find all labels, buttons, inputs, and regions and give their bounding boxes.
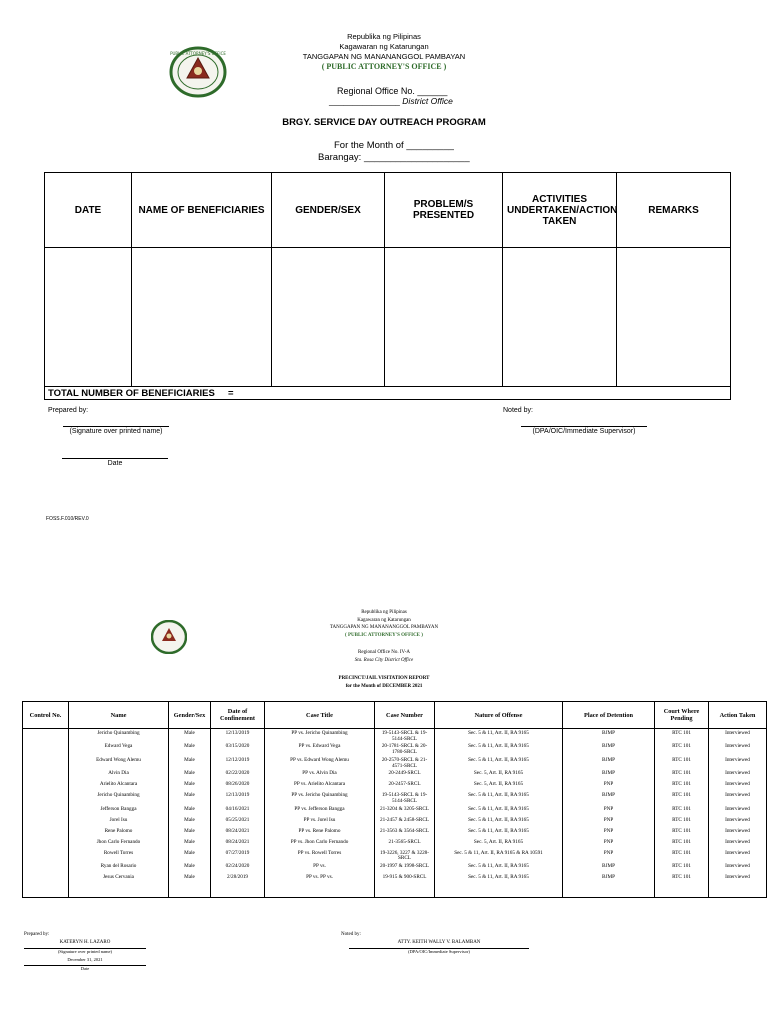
cell-court: RTC 101 xyxy=(655,873,709,898)
cell-offense: Sec. 5, Art. II, RA 9165 xyxy=(435,769,563,780)
cell-offense: Sec. 5 & 11, Art. II, RA 9165 xyxy=(435,827,563,838)
cell-control-no xyxy=(23,849,69,862)
cell-control-no xyxy=(23,873,69,898)
cell-detention: PNP xyxy=(563,849,655,862)
noted-by-label: Noted by: xyxy=(503,407,533,414)
cell-case-number: 19-5143-SRCL & 19-5144-SRCL xyxy=(375,729,435,743)
col-gender: GENDER/SEX xyxy=(272,173,385,248)
cell-court: RTC 101 xyxy=(655,780,709,791)
cell-date: 08/24/2021 xyxy=(211,838,265,849)
cell-offense: Sec. 5, Art. II, RA 9165 xyxy=(435,838,563,849)
cell-control-no xyxy=(23,827,69,838)
cell-detention: BJMP xyxy=(563,729,655,743)
cell-gender: Male xyxy=(169,862,211,873)
cell-offense: Sec. 5 & 11, Art. II, RA 9165 xyxy=(435,805,563,816)
col-offense: Nature of Offense xyxy=(435,702,563,729)
cell-case-title: PP vs. Edward Wong Alemu xyxy=(265,756,375,769)
table-row xyxy=(23,827,767,838)
cell-empty[interactable] xyxy=(132,248,272,387)
cell-name: Jefferson Bangga xyxy=(69,805,169,816)
cell-detention: PNP xyxy=(563,838,655,849)
cell-detention: BJMP xyxy=(563,756,655,769)
cell-detention: BJMP xyxy=(563,873,655,898)
cell-court: RTC 101 xyxy=(655,791,709,804)
cell-action: Interviewed xyxy=(709,838,767,849)
cell-case-title: PP vs. Arielito Alcantara xyxy=(265,780,375,791)
cell-court: RTC 101 xyxy=(655,862,709,873)
cell-action: Interviewed xyxy=(709,780,767,791)
cell-detention: BJMP xyxy=(563,769,655,780)
table-row xyxy=(23,780,767,791)
cell-action: Interviewed xyxy=(709,873,767,898)
cell-name: Jhon Carlo Fernando xyxy=(69,838,169,849)
header-republic: Republika ng Pilipinas xyxy=(361,610,407,615)
cell-court: RTC 101 xyxy=(655,729,709,743)
cell-court: RTC 101 xyxy=(655,769,709,780)
cell-detention: PNP xyxy=(563,780,655,791)
cell-action: Interviewed xyxy=(709,791,767,804)
date-caption: Date xyxy=(107,460,123,467)
cell-gender: Male xyxy=(169,838,211,849)
cell-case-title: PP vs. Jericho Quinambing xyxy=(265,729,375,743)
beneficiaries-table xyxy=(44,172,731,400)
cell-case-number: 21-3565-SRCL xyxy=(375,838,435,849)
col-date: DATE xyxy=(45,173,132,248)
col-gender: Gender/Sex xyxy=(169,702,211,729)
table-row xyxy=(23,791,767,804)
prepared-by-label: Prepared by: xyxy=(48,407,89,414)
cell-control-no xyxy=(23,769,69,780)
cell-name: Jericho Quinambing xyxy=(69,729,169,743)
cell-offense: Sec. 5 & 11, Art. II, RA 9165 xyxy=(435,862,563,873)
cell-name: Edward Wong Alemu xyxy=(69,756,169,769)
cell-name: Ryan del Rosario xyxy=(69,862,169,873)
district-office: District Office xyxy=(402,96,453,106)
cell-date: 03/15/2020 xyxy=(211,742,265,755)
noted-caption: (DPA/OIC/Immediate Supervisor) xyxy=(408,949,470,954)
cell-offense: Sec. 5 & 11, Art. II, RA 9165 xyxy=(435,873,563,898)
cell-action: Interviewed xyxy=(709,742,767,755)
cell-control-no xyxy=(23,729,69,743)
cell-offense: Sec. 5 & 11, Art. II, RA 9165 xyxy=(435,742,563,755)
table-row xyxy=(23,756,767,769)
noted-signature-line xyxy=(521,426,647,427)
col-control-no: Control No. xyxy=(23,702,69,729)
svg-text:PUBLIC ATTORNEY'S OFFICE: PUBLIC ATTORNEY'S OFFICE xyxy=(170,51,226,56)
cell-date: 12/12/2019 xyxy=(211,756,265,769)
cell-court: RTC 101 xyxy=(655,838,709,849)
cell-name: Jericho Quinambing xyxy=(69,791,169,804)
cell-action: Interviewed xyxy=(709,862,767,873)
cell-empty[interactable] xyxy=(385,248,503,387)
cell-case-number: 20-2449-SRCL xyxy=(375,769,435,780)
noter-name: ATTY. KEITH WALLY V. BALAMBAN xyxy=(397,940,481,945)
cell-gender: Male xyxy=(169,769,211,780)
cell-case-title: PP vs. PP vs. xyxy=(265,873,375,898)
cell-case-number: 19-915 & 900-SRCL xyxy=(375,873,435,898)
cell-action: Interviewed xyxy=(709,805,767,816)
table-row xyxy=(23,862,767,873)
cell-date: 08/24/2021 xyxy=(211,827,265,838)
prepared-signature-line xyxy=(63,426,169,427)
cell-empty[interactable] xyxy=(45,248,132,387)
header-office-tagalog: TANGGAPAN NG MANANANGGOL PAMBAYAN xyxy=(302,52,466,61)
header-office-english: ( PUBLIC ATTORNEY'S OFFICE ) xyxy=(345,632,423,638)
cell-control-no xyxy=(23,805,69,816)
cell-gender: Male xyxy=(169,805,211,816)
cell-case-number: 19-5143-SRCL & 19-5144-SRCL xyxy=(375,791,435,804)
cell-gender: Male xyxy=(169,816,211,827)
cell-date: 2/28/2019 xyxy=(211,873,265,898)
cell-detention: BJMP xyxy=(563,791,655,804)
cell-case-title: PP vs. xyxy=(265,862,375,873)
cell-case-number: 20-1997 & 1998-SRCL xyxy=(375,862,435,873)
cell-case-number: 21-3204 & 3205-SRCL xyxy=(375,805,435,816)
cell-control-no xyxy=(23,816,69,827)
noted-caption: (DPA/OIC/Immediate Supervisor) xyxy=(532,428,636,435)
table-row xyxy=(23,838,767,849)
cell-date: 02/24/2020 xyxy=(211,862,265,873)
cell-case-title: PP vs. Edward Vega xyxy=(265,742,375,755)
cell-court: RTC 101 xyxy=(655,816,709,827)
table-row xyxy=(23,742,767,755)
header-republic: Republika ng Pilipinas xyxy=(347,32,421,41)
cell-case-number: 19-3226, 3227 & 3228-SRCL xyxy=(375,849,435,862)
preparer-name: KATERYN H. LAZARO xyxy=(59,940,111,945)
col-action: Action Taken xyxy=(709,702,767,729)
cell-name: Arielito Alcantara xyxy=(69,780,169,791)
form-title: BRGY. SERVICE DAY OUTREACH PROGRAM xyxy=(282,117,486,128)
cell-name: Jesus Cervania xyxy=(69,873,169,898)
cell-name: Rowell Torres xyxy=(69,849,169,862)
visitation-table xyxy=(22,701,767,898)
col-remarks: REMARKS xyxy=(617,173,731,248)
cell-gender: Male xyxy=(169,742,211,755)
noted-by-label: Noted by: xyxy=(341,932,361,937)
cell-date: 07/27/2019 xyxy=(211,849,265,862)
header-office-tagalog: TANGGAPAN NG MANANANGGOL PAMBAYAN xyxy=(329,625,439,630)
cell-control-no xyxy=(23,862,69,873)
district-blank: _______________ xyxy=(329,96,400,106)
cell-offense: Sec. 5, Art. II, RA 9165 xyxy=(435,780,563,791)
col-case-number: Case Number xyxy=(375,702,435,729)
cell-offense: Sec. 5 & 11, Art. II, RA 9165 & RA 10591 xyxy=(435,849,563,862)
cell-name: Jorel Isu xyxy=(69,816,169,827)
cell-detention: BJMP xyxy=(563,742,655,755)
cell-case-title: PP vs. Rene Palomo xyxy=(265,827,375,838)
col-date-confinement: Date of Confinement xyxy=(211,702,265,729)
cell-gender: Male xyxy=(169,873,211,898)
cell-gender: Male xyxy=(169,729,211,743)
cell-case-number: 20-1781-SRCL & 20-1780-SRCL xyxy=(375,742,435,755)
cell-name: Alvin Dia xyxy=(69,769,169,780)
for-the-month: For the Month of _________ xyxy=(334,140,454,151)
cell-case-title: PP vs. Alvin Dia xyxy=(265,769,375,780)
cell-offense: Sec. 5 & 11, Art. II, RA 9165 xyxy=(435,756,563,769)
cell-detention: PNP xyxy=(563,816,655,827)
cell-court: RTC 101 xyxy=(655,827,709,838)
total-beneficiaries: TOTAL NUMBER OF BENEFICIARIES = xyxy=(45,387,731,400)
cell-offense: Sec. 5 & 11, Art. II, RA 9165 xyxy=(435,816,563,827)
cell-empty[interactable] xyxy=(617,248,731,387)
table-row xyxy=(23,873,767,898)
cell-gender: Male xyxy=(169,780,211,791)
cell-action: Interviewed xyxy=(709,827,767,838)
cell-case-number: 21-3563 & 3564-SRCL xyxy=(375,827,435,838)
cell-date: 12/13/2019 xyxy=(211,729,265,743)
cell-action: Interviewed xyxy=(709,769,767,780)
cell-detention: BJMP xyxy=(563,862,655,873)
cell-case-number: 21-2457 & 2458-SRCL xyxy=(375,816,435,827)
cell-name: Rene Palomo xyxy=(69,827,169,838)
cell-control-no xyxy=(23,756,69,769)
cell-date: 02/22/2020 xyxy=(211,769,265,780)
col-name: Name xyxy=(69,702,169,729)
cell-empty[interactable] xyxy=(272,248,385,387)
cell-detention: PNP xyxy=(563,805,655,816)
cell-action: Interviewed xyxy=(709,849,767,862)
cell-empty[interactable] xyxy=(503,248,617,387)
cell-name: Edward Vega xyxy=(69,742,169,755)
header-office-english: ( PUBLIC ATTORNEY'S OFFICE ) xyxy=(321,62,447,71)
pao-seal-logo xyxy=(151,620,187,654)
regional-office: Regional Office No. IV-A xyxy=(358,650,410,655)
cell-court: RTC 101 xyxy=(655,849,709,862)
cell-date: 05/25/2021 xyxy=(211,816,265,827)
regional-office: Regional Office No. ______ xyxy=(337,86,448,96)
cell-action: Interviewed xyxy=(709,756,767,769)
cell-detention: PNP xyxy=(563,827,655,838)
cell-court: RTC 101 xyxy=(655,756,709,769)
district-office: Sta. Rosa City District Office xyxy=(354,657,414,663)
cell-control-no xyxy=(23,791,69,804)
cell-court: RTC 101 xyxy=(655,742,709,755)
col-court: Court Where Pending xyxy=(655,702,709,729)
cell-court: RTC 101 xyxy=(655,805,709,816)
prepared-date: December 31, 2021 xyxy=(67,957,103,962)
cell-case-number: 20-2457-SRCL xyxy=(375,780,435,791)
cell-action: Interviewed xyxy=(709,729,767,743)
cell-case-title: PP vs. Rowell Torres xyxy=(265,849,375,862)
col-activities: ACTIVITIES UNDERTAKEN/ACTION TAKEN xyxy=(503,173,617,248)
table-row xyxy=(23,729,767,743)
date-line xyxy=(62,458,168,459)
cell-offense: Sec. 5 & 11, Art. II, RA 9165 xyxy=(435,729,563,743)
col-problem: PROBLEM/S PRESENTED xyxy=(385,173,503,248)
cell-gender: Male xyxy=(169,827,211,838)
cell-date: 08/26/2020 xyxy=(211,780,265,791)
col-case-title: Case Title xyxy=(265,702,375,729)
cell-gender: Male xyxy=(169,791,211,804)
table-row xyxy=(23,769,767,780)
cell-control-no xyxy=(23,780,69,791)
cell-control-no xyxy=(23,838,69,849)
col-name: NAME OF BENEFICIARIES xyxy=(132,173,272,248)
cell-gender: Male xyxy=(169,849,211,862)
header-department: Kagawaran ng Katarungan xyxy=(357,617,411,623)
col-detention: Place of Detention xyxy=(563,702,655,729)
pao-seal-logo xyxy=(169,46,227,98)
date-caption: Date xyxy=(80,966,90,971)
report-month: for the Month of DECEMBER 2021 xyxy=(345,683,423,689)
form-code: FOSS.F.010/REV.0 xyxy=(46,516,89,522)
report-title: PRECINCT/JAIL VISITATION REPORT xyxy=(338,676,430,681)
prepared-signature-caption: (Signature over printed name) xyxy=(69,428,163,435)
cell-case-number: 20-2570-SRCL & 21-4571-SRCL xyxy=(375,756,435,769)
table-row xyxy=(23,816,767,827)
cell-case-title: PP vs. Jhon Carlo Fernando xyxy=(265,838,375,849)
table-row xyxy=(23,849,767,862)
cell-case-title: PP vs. Jefferson Bangga xyxy=(265,805,375,816)
table-row xyxy=(23,805,767,816)
cell-case-title: PP vs. Jorel Isu xyxy=(265,816,375,827)
cell-gender: Male xyxy=(169,756,211,769)
prepared-by-label: Prepared by: xyxy=(24,932,50,937)
cell-date: 04/16/2021 xyxy=(211,805,265,816)
prepared-signature-caption: (Signature over printed name) xyxy=(57,949,113,954)
cell-date: 12/13/2019 xyxy=(211,791,265,804)
cell-offense: Sec. 5 & 11, Art. II, RA 9165 xyxy=(435,791,563,804)
header-department: Kagawaran ng Katarungan xyxy=(339,42,429,51)
cell-case-title: PP vs. Jericho Quinambing xyxy=(265,791,375,804)
barangay: Barangay: ____________________ xyxy=(318,152,470,163)
cell-action: Interviewed xyxy=(709,816,767,827)
cell-control-no xyxy=(23,742,69,755)
